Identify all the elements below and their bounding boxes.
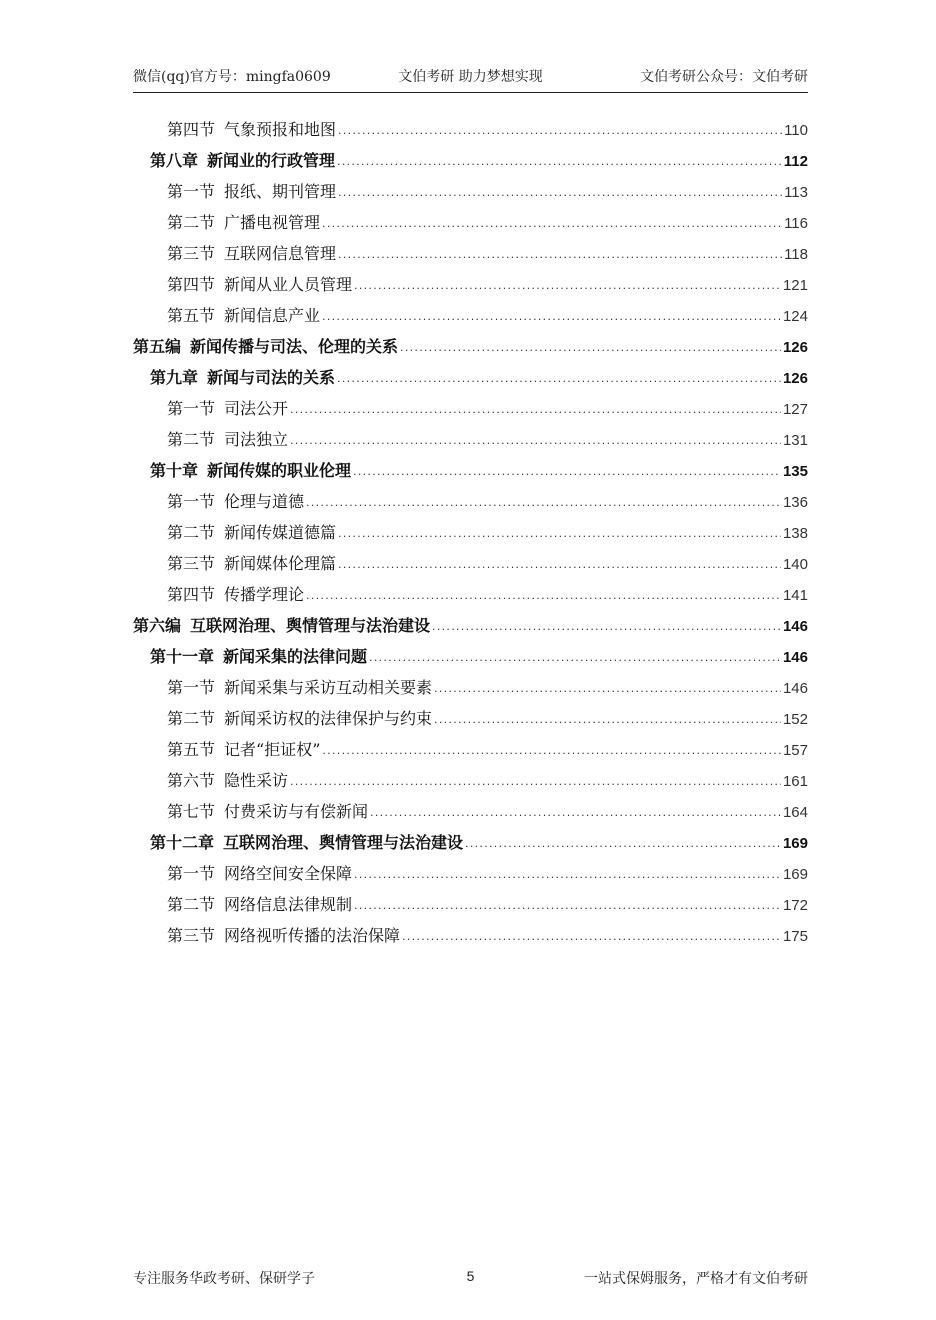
toc-entry-page: 146: [782, 649, 808, 666]
toc-dot-leader: [354, 857, 781, 890]
toc-entry-page: 124: [782, 308, 808, 325]
toc-dot-leader: [338, 175, 782, 208]
toc-entry-title: 广播电视管理: [224, 213, 321, 232]
toc-entry-section[interactable]: [133, 424, 808, 455]
toc-entry-page: 157: [782, 742, 808, 759]
toc-entry-section[interactable]: [133, 734, 808, 765]
toc-entry-label: 第二节: [167, 430, 216, 449]
toc-entry-page: 140: [782, 556, 808, 573]
toc-entry-page: 127: [782, 401, 808, 418]
toc-entry-section[interactable]: [133, 300, 808, 331]
toc-entry-label: 第十章: [150, 461, 199, 480]
toc-entry-section[interactable]: [133, 393, 808, 424]
toc-dot-leader: [400, 330, 781, 363]
toc-entry-label: 第六编: [133, 616, 182, 635]
header-center-text: 文伯考研 助力梦想实现: [398, 69, 543, 85]
toc-entry-section[interactable]: [133, 269, 808, 300]
toc-dot-leader: [402, 919, 781, 952]
toc-entry-title: 新闻从业人员管理: [224, 275, 353, 294]
toc-entry-chapter[interactable]: [133, 455, 808, 486]
toc-entry-page: 113: [784, 184, 808, 201]
toc-entry-section[interactable]: [133, 238, 808, 269]
toc-entry-label: 第三节: [167, 554, 216, 573]
toc-entry-chapter[interactable]: [133, 145, 808, 176]
toc-entry-title: 付费采访与有偿新闻: [224, 802, 369, 821]
toc-entry-section[interactable]: [133, 765, 808, 796]
page-footer: [133, 1268, 808, 1290]
toc-entry-label: 第一节: [167, 399, 216, 418]
toc-entry-label: 第四节: [167, 585, 216, 604]
toc-entry-page: 110: [784, 122, 808, 139]
toc-entry-label: 第十一章: [150, 647, 215, 666]
toc-entry-page: 131: [782, 432, 808, 449]
toc-dot-leader: [434, 671, 781, 704]
toc-entry-section[interactable]: [133, 889, 808, 920]
toc-dot-leader: [369, 640, 781, 673]
toc-entry-label: 第四节: [167, 275, 216, 294]
toc-entry-section[interactable]: [133, 517, 808, 548]
toc-entry-page: 169: [782, 835, 808, 852]
footer-left-text: 专注服务华政考研、保研学子: [133, 1271, 315, 1287]
toc-entry-page: 118: [784, 246, 808, 263]
toc-entry-section[interactable]: [133, 858, 808, 889]
toc-dot-leader: [322, 206, 782, 239]
toc-entry-label: 第五节: [167, 740, 216, 759]
toc-entry-page: 172: [782, 897, 808, 914]
toc-dot-leader: [338, 113, 782, 146]
toc-dot-leader: [322, 299, 781, 332]
page-header: [133, 66, 808, 93]
toc-dot-leader: [354, 268, 781, 301]
toc-dot-leader: [354, 888, 781, 921]
toc-entry-title: 网络空间安全保障: [224, 864, 353, 883]
toc-entry-section[interactable]: [133, 920, 808, 951]
toc-dot-leader: [337, 361, 781, 394]
toc-entry-label: 第三节: [167, 244, 216, 263]
toc-entry-page: 136: [782, 494, 808, 511]
toc-entry-section[interactable]: [133, 176, 808, 207]
toc-entry-chapter[interactable]: [133, 827, 808, 858]
toc-entry-section[interactable]: [133, 548, 808, 579]
toc-entry-section[interactable]: [133, 579, 808, 610]
toc-entry-page: 112: [783, 153, 808, 170]
toc-entry-title: 新闻传媒道德篇: [224, 523, 337, 542]
toc-dot-leader: [338, 237, 782, 270]
toc-entry-label: 第十二章: [150, 833, 215, 852]
toc-entry-page: 169: [782, 866, 808, 883]
toc-entry-title: 伦理与道德: [224, 492, 305, 511]
toc-entry-title: 气象预报和地图: [224, 120, 337, 139]
toc-entry-section[interactable]: [133, 672, 808, 703]
toc-entry-section[interactable]: [133, 486, 808, 517]
toc-entry-part[interactable]: [133, 331, 808, 362]
toc-entry-title: 网络信息法律规制: [224, 895, 353, 914]
toc-entry-label: 第四节: [167, 120, 216, 139]
toc-entry-label: 第一节: [167, 182, 216, 201]
toc-dot-leader: [338, 547, 781, 580]
toc-entry-page: 175: [782, 928, 808, 945]
toc-entry-page: 135: [782, 463, 808, 480]
toc-entry-label: 第一节: [167, 492, 216, 511]
header-right-text: 文伯考研公众号：文伯考研: [640, 69, 808, 85]
toc-dot-leader: [434, 702, 781, 735]
toc-entry-label: 第二节: [167, 213, 216, 232]
toc-entry-title: 传播学理论: [224, 585, 305, 604]
table-of-contents: [133, 114, 808, 951]
toc-entry-section[interactable]: [133, 207, 808, 238]
header-left-text: 微信(qq)官方号：mingfa0609: [133, 69, 331, 85]
toc-entry-chapter[interactable]: [133, 641, 808, 672]
toc-entry-title: 网络视听传播的法治保障: [224, 926, 401, 945]
toc-entry-label: 第五编: [133, 337, 182, 356]
toc-entry-label: 第八章: [150, 151, 199, 170]
toc-entry-label: 第二节: [167, 709, 216, 728]
toc-entry-title: 新闻传播与司法、伦理的关系: [190, 337, 399, 356]
page-number: 5: [466, 1268, 475, 1284]
toc-entry-page: 126: [782, 370, 808, 387]
toc-entry-page: 138: [782, 525, 808, 542]
toc-entry-label: 第一节: [167, 678, 216, 697]
toc-entry-title: 报纸、期刊管理: [224, 182, 337, 201]
toc-entry-page: 152: [782, 711, 808, 728]
toc-entry-title: 互联网信息管理: [224, 244, 337, 263]
toc-entry-label: 第九章: [150, 368, 199, 387]
toc-entry-title: 新闻采集的法律问题: [223, 647, 368, 666]
toc-entry-page: 141: [782, 587, 808, 604]
toc-entry-page: 161: [782, 773, 808, 790]
toc-dot-leader: [322, 733, 781, 766]
toc-entry-section[interactable]: [133, 114, 808, 145]
toc-entry-page: 146: [782, 680, 808, 697]
toc-entry-title: 新闻与司法的关系: [207, 368, 336, 387]
toc-entry-title: 新闻传媒的职业伦理: [207, 461, 352, 480]
toc-entry-title: 隐性采访: [224, 771, 289, 790]
toc-entry-title: 新闻业的行政管理: [207, 151, 336, 170]
toc-dot-leader: [465, 826, 781, 859]
toc-entry-label: 第五节: [167, 306, 216, 325]
toc-entry-page: 146: [782, 618, 808, 635]
toc-entry-label: 第二节: [167, 895, 216, 914]
toc-entry-page: 126: [782, 339, 808, 356]
toc-entry-part[interactable]: [133, 610, 808, 641]
toc-dot-leader: [337, 144, 782, 177]
toc-entry-page: 116: [784, 215, 808, 232]
toc-entry-page: 121: [782, 277, 808, 294]
toc-entry-title: 新闻采集与采访互动相关要素: [224, 678, 433, 697]
toc-dot-leader: [432, 609, 781, 642]
toc-dot-leader: [338, 516, 781, 549]
toc-entry-title: 司法独立: [224, 430, 289, 449]
toc-dot-leader: [290, 392, 781, 425]
toc-entry-label: 第二节: [167, 523, 216, 542]
toc-entry-title: 记者“拒证权”: [224, 740, 321, 759]
toc-entry-title: 新闻信息产业: [224, 306, 321, 325]
toc-entry-page: 164: [782, 804, 808, 821]
toc-entry-label: 第六节: [167, 771, 216, 790]
toc-entry-section[interactable]: [133, 796, 808, 827]
toc-dot-leader: [370, 795, 781, 828]
toc-entry-title: 新闻媒体伦理篇: [224, 554, 337, 573]
toc-dot-leader: [290, 764, 781, 797]
toc-entry-title: 互联网治理、舆情管理与法治建设: [223, 833, 464, 852]
toc-entry-label: 第七节: [167, 802, 216, 821]
toc-dot-leader: [306, 578, 781, 611]
footer-right-text: 一站式保姆服务，严格才有文伯考研: [584, 1271, 808, 1287]
toc-dot-leader: [353, 454, 781, 487]
toc-entry-title: 新闻采访权的法律保护与约束: [224, 709, 433, 728]
toc-entry-title: 互联网治理、舆情管理与法治建设: [190, 616, 431, 635]
toc-entry-label: 第一节: [167, 864, 216, 883]
toc-entry-label: 第三节: [167, 926, 216, 945]
toc-entry-section[interactable]: [133, 703, 808, 734]
toc-entry-chapter[interactable]: [133, 362, 808, 393]
toc-dot-leader: [306, 485, 781, 518]
toc-entry-title: 司法公开: [224, 399, 289, 418]
toc-dot-leader: [290, 423, 781, 456]
